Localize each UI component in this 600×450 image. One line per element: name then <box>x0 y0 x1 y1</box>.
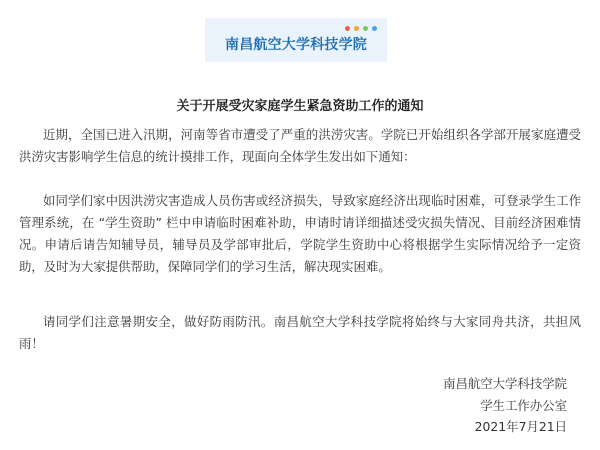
dot-blue <box>372 26 377 31</box>
paragraph-safety: 请同学们注意暑期安全，做好防雨防汛。南昌航空大学科技学院将始终与大家同舟共济，共担风雨！ <box>19 314 581 351</box>
signature-department: 学生工作办公室 <box>480 398 567 413</box>
decorative-dots <box>345 26 377 31</box>
notice-title: 关于开展受灾家庭学生紧急资助工作的通知 <box>176 99 424 114</box>
dot-green <box>363 26 368 31</box>
paragraph-application: 如同学们家中因洪涝灾害造成人员伤害或经济损失，导致家庭经济出现临时困难，可登录学生工作管理系统，在 “学生资助” 栏中申请临时困难补助，申请时请详细描述受灾损失情况、目前经济困难情况。申请后请告知辅导员，辅导员及学部审批后，学院学生资助中心将根据学生实际情况给予一定资助，及时为大家提供帮助，保障同学们的学习生活，解决现实困难。 <box>19 193 581 274</box>
header-banner <box>205 18 387 62</box>
school-name-title: 南昌航空大学科技学院 <box>225 37 367 53</box>
signature-date: 2021年7月21日 <box>474 419 567 434</box>
dot-orange <box>354 26 359 31</box>
dot-red <box>345 26 350 31</box>
signature-organization: 南昌航空大学科技学院 <box>443 376 567 391</box>
paragraph-intro: 近期，全国已进入汛期，河南等省市遭受了严重的洪涝灾害。学院已开始组织各学部开展家庭遭受洪涝灾害影响学生信息的统计摸排工作，现面向全体学生发出如下通知： <box>19 127 581 164</box>
